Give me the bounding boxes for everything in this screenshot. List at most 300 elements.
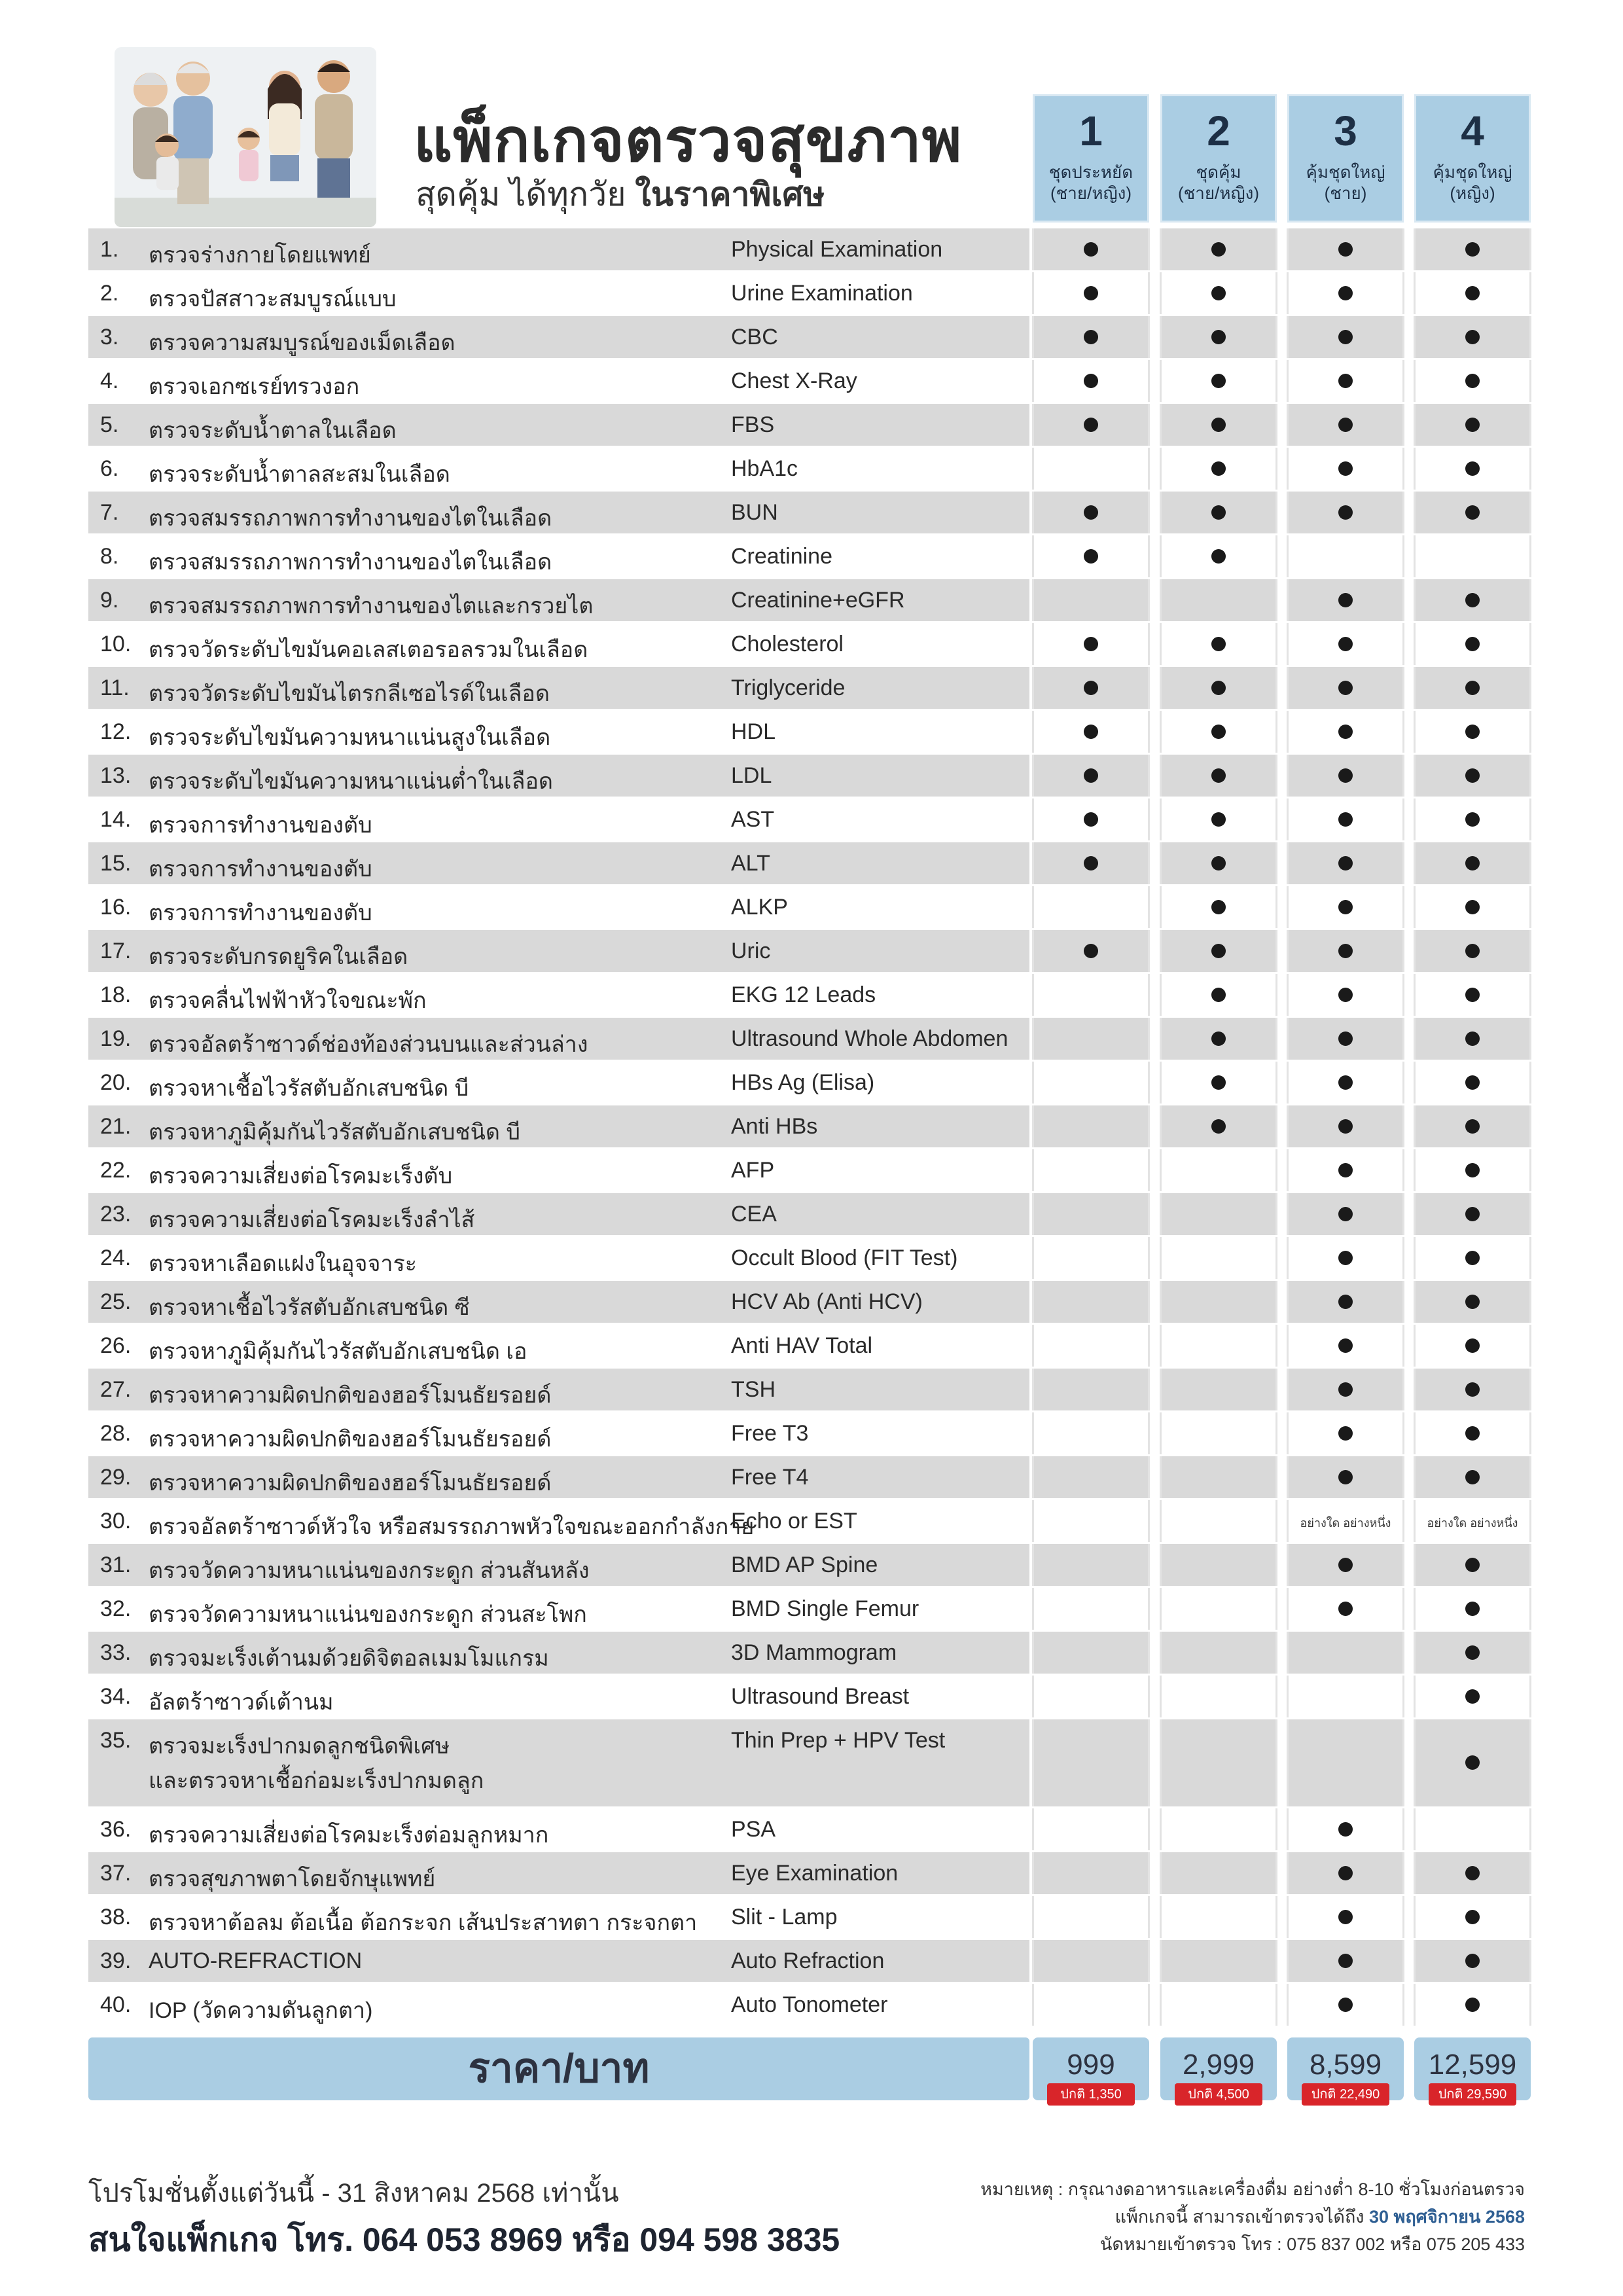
included-dot-icon [1338,461,1353,476]
package-1-cell [1032,228,1150,270]
test-number: 38. [100,1905,132,1929]
package-3-cell [1287,1940,1404,1982]
test-cell [88,974,1029,1016]
table-row [0,710,1623,754]
package-3-cell [1287,1852,1404,1894]
package-3-cell [1287,1412,1404,1454]
package-2-cell [1160,1852,1277,1894]
package-header-3 [1287,94,1404,223]
package-1-cell [1032,360,1150,402]
included-dot-icon [1465,1755,1480,1770]
included-dot-icon [1084,286,1098,300]
table-row [0,447,1623,491]
package-4-cell [1414,711,1531,753]
package-2-cell [1160,1193,1277,1235]
package-1-cell [1032,755,1150,797]
test-name-thai: ตรวจวัดความหนาแน่นของกระดูก ส่วนสันหลัง [149,1558,590,1583]
package-header-1 [1033,94,1149,223]
test-number: 21. [100,1114,132,1139]
test-cell [88,667,1029,709]
test-name-english: ALKP [731,895,788,920]
test-number: 28. [100,1421,132,1446]
package-4-cell [1414,492,1531,533]
package-3-cell [1287,1896,1404,1938]
included-dot-icon [1211,725,1226,739]
package-2-cell [1160,1984,1277,2026]
package-4-cell [1414,579,1531,621]
table-row [0,1368,1623,1412]
package-2-cell [1160,1808,1277,1850]
package-4-cell [1414,404,1531,446]
test-name-english: Cholesterol [731,632,844,656]
test-name-english: PSA [731,1817,776,1842]
included-dot-icon [1084,330,1098,344]
included-dot-icon [1084,768,1098,783]
package-4-cell [1414,1412,1531,1454]
package-4-cell [1414,1237,1531,1279]
included-dot-icon [1338,1119,1353,1134]
included-dot-icon [1338,1163,1353,1177]
package-4-cell [1414,1852,1531,1894]
package-number: 2 [1207,107,1230,154]
table-row [0,1808,1623,1852]
package-2-cell [1160,1896,1277,1938]
test-name-english: BUN [731,500,778,525]
test-name-thai: ตรวจวัดระดับไขมันไตรกลีเซอไรด์ในเลือด [149,681,550,706]
test-name-english: HBs Ag (Elisa) [731,1070,875,1095]
package-1-cell [1032,1544,1150,1586]
test-name-thai: ตรวจร่างกายโดยแพทย์ [149,243,371,268]
package-name-line1: คุ้มชุดใหญ่ [1433,162,1512,182]
test-name-english: Anti HAV Total [731,1333,873,1358]
package-4-cell [1414,535,1531,577]
package-1-cell [1032,1984,1150,2026]
test-name-thai: ตรวจหาความผิดปกติของฮอร์โมนธัยรอยด์ [149,1427,552,1452]
test-name-thai: ตรวจระดับน้ำตาลสะสมในเลือด [149,462,450,487]
test-number: 10. [100,632,132,656]
table-row [0,228,1623,272]
package-2-cell [1160,1632,1277,1674]
package-3-cell [1287,1500,1404,1542]
table-row [0,1017,1623,1061]
test-number: 19. [100,1026,132,1051]
table-row [0,403,1623,447]
table-row [0,1105,1623,1149]
test-number: 6. [100,456,119,481]
package-1-price: 999 [1033,2037,1149,2100]
package-2-cell [1160,1237,1277,1279]
included-dot-icon [1338,812,1353,827]
included-dot-icon [1465,1119,1480,1134]
table-row [0,1543,1623,1587]
included-dot-icon [1211,242,1226,257]
included-dot-icon [1338,374,1353,388]
included-dot-icon [1465,1163,1480,1177]
package-3-cell [1287,842,1404,884]
test-number: 11. [100,675,130,700]
package-2-cell [1160,1062,1277,1103]
included-dot-icon [1338,1910,1353,1924]
package-3-cell [1287,1808,1404,1850]
package-3-normal-price-badge: ปกติ 22,490 [1302,2083,1389,2106]
test-name-english: Physical Examination [731,237,943,262]
included-dot-icon [1338,1470,1353,1484]
package-1-cell [1032,1281,1150,1323]
included-dot-icon [1338,505,1353,520]
test-number: 13. [100,763,132,788]
test-number: 25. [100,1289,132,1314]
test-name-thai: ตรวจหาภูมิคุ้มกันไวรัสตับอักเสบชนิด บี [149,1120,520,1145]
table-row [0,1149,1623,1193]
table-row [0,798,1623,842]
test-number: 2. [100,281,119,306]
package-number: 4 [1461,107,1484,154]
test-name-english: Free T3 [731,1421,809,1446]
test-cell [88,1940,1029,1982]
package-1-cell [1032,711,1150,753]
included-dot-icon [1465,1338,1480,1353]
package-1-cell [1032,535,1150,577]
test-name-english: Echo or EST [731,1509,857,1534]
package-1-cell [1032,316,1150,358]
package-1-cell [1032,1412,1150,1454]
included-dot-icon [1211,374,1226,388]
family-photo [115,47,376,227]
package-4-cell [1414,1588,1531,1630]
package-3-cell [1287,1018,1404,1060]
package-3-cell [1287,1369,1404,1410]
included-dot-icon [1338,1382,1353,1397]
package-2-cell [1160,492,1277,533]
test-number: 37. [100,1861,132,1886]
test-number: 29. [100,1465,132,1490]
test-number: 7. [100,500,119,525]
test-name-thai: ตรวจสมรรถภาพการทำงานของไตในเลือด [149,550,552,575]
package-4-cell [1414,623,1531,665]
included-dot-icon [1084,418,1098,432]
package-1-cell [1032,1325,1150,1367]
test-cell [88,272,1029,314]
table-row [0,666,1623,710]
included-dot-icon [1211,330,1226,344]
test-cell [88,1325,1029,1367]
package-1-cell [1032,1808,1150,1850]
table-row [0,929,1623,973]
package-2-cell [1160,1149,1277,1191]
test-name-thai: ตรวจความสมบูรณ์ของเม็ดเลือด [149,331,455,355]
package-3-cell [1287,1588,1404,1630]
package-3-cell [1287,404,1404,446]
package-1-cell [1032,448,1150,490]
included-dot-icon [1465,1207,1480,1221]
test-cell [88,1456,1029,1498]
included-dot-icon [1465,637,1480,651]
included-dot-icon [1465,1426,1480,1441]
test-name-thai: ตรวจสมรรถภาพการทำงานของไตในเลือด [149,506,552,531]
included-dot-icon [1211,768,1226,783]
package-4-cell [1414,1062,1531,1103]
table-row [0,1324,1623,1368]
package-3-cell [1287,886,1404,928]
test-cell [88,1896,1029,1938]
test-name-thai: ตรวจการทำงานของตับ [149,813,372,838]
test-name-english: Triglyceride [731,675,846,700]
test-cell [88,404,1029,446]
package-1-cell [1032,492,1150,533]
package-1-cell [1032,842,1150,884]
test-number: 40. [100,1992,132,2017]
test-name-english: BMD Single Femur [731,1596,919,1621]
test-name-english: Uric [731,939,771,963]
table-row [0,1280,1623,1324]
test-name-english: Creatinine+eGFR [731,588,905,613]
test-name-thai: ตรวจความเสี่ยงต่อโรคมะเร็งลำไส้ [149,1208,475,1232]
test-cell [88,798,1029,840]
package-4-cell [1414,1676,1531,1717]
package-4-normal-price-badge: ปกติ 29,590 [1429,2083,1516,2106]
included-dot-icon [1338,286,1353,300]
package-2-price: 2,999 [1160,2037,1277,2100]
test-cell [88,492,1029,533]
package-4-cell [1414,1984,1531,2026]
package-3-cell [1287,535,1404,577]
included-dot-icon [1465,1866,1480,1880]
included-dot-icon [1084,374,1098,388]
test-name-english: Ultrasound Breast [731,1684,910,1709]
test-cell [88,886,1029,928]
package-1-cell [1032,1062,1150,1103]
table-row [0,1456,1623,1499]
package-name-line2: (ชาย/หญิง) [1050,183,1132,203]
test-name-english: Ultrasound Whole Abdomen [731,1026,1008,1051]
test-name-thai: ตรวจการทำงานของตับ [149,901,372,925]
package-2-cell [1160,404,1277,446]
package-name-line1: ชุดคุ้ม [1196,162,1241,182]
test-name-thai: ตรวจวัดระดับไขมันคอเลสเตอรอลรวมในเลือด [149,637,588,662]
package-4-cell [1414,1281,1531,1323]
package-3-cell [1287,316,1404,358]
test-number: 30. [100,1509,132,1534]
package-3-cell [1287,1719,1404,1806]
package-1-cell [1032,798,1150,840]
package-3-cell [1287,667,1404,709]
package-3-cell [1287,755,1404,797]
included-dot-icon [1465,1295,1480,1309]
package-2-cell [1160,1456,1277,1498]
package-header-4 [1414,94,1531,223]
test-cell [88,1852,1029,1894]
included-dot-icon [1465,461,1480,476]
package-2-cell [1160,1719,1277,1806]
included-dot-icon [1211,900,1226,914]
test-number: 23. [100,1202,132,1227]
included-dot-icon [1465,1382,1480,1397]
package-4-cell [1414,1018,1531,1060]
package-4-cell [1414,448,1531,490]
included-dot-icon [1465,856,1480,870]
test-name-english: Urine Examination [731,281,913,306]
test-number: 4. [100,368,119,393]
included-dot-icon [1211,681,1226,695]
package-3-cell [1287,272,1404,314]
included-dot-icon [1465,812,1480,827]
remark-valid-label: แพ็กเกจนี้ สามารถเข้าตรวจได้ถึง [1115,2207,1364,2227]
table-row [0,1631,1623,1675]
package-1-cell [1032,1896,1150,1938]
included-dot-icon [1465,725,1480,739]
either-one-note: อย่างใด อย่างหนึ่ง [1300,1516,1391,1530]
included-dot-icon [1338,1251,1353,1265]
package-4-cell [1414,1325,1531,1367]
package-3-price: 8,599 [1287,2037,1404,2100]
included-dot-icon [1338,725,1353,739]
package-4-cell [1414,930,1531,972]
test-name-thai: ตรวจมะเร็งปากมดลูกชนิดพิเศษ [149,1734,450,1759]
package-2-cell [1160,1105,1277,1147]
table-row [0,842,1623,886]
test-number: 16. [100,895,132,920]
package-2-cell [1160,1281,1277,1323]
package-1-normal-price-badge: ปกติ 1,350 [1047,2083,1135,2106]
package-4-cell [1414,667,1531,709]
package-2-cell [1160,755,1277,797]
test-name-english: Free T4 [731,1465,809,1490]
test-cell [88,228,1029,270]
package-1-cell [1032,1500,1150,1542]
included-dot-icon [1084,812,1098,827]
table-row [0,1587,1623,1631]
test-name-english: HDL [731,719,776,744]
package-3-cell [1287,1149,1404,1191]
package-2-cell [1160,930,1277,972]
package-3-cell [1287,930,1404,972]
package-2-cell [1160,1544,1277,1586]
subtitle-highlight: ในราคาพิเศษ [635,176,825,213]
package-3-cell [1287,448,1404,490]
test-name-english: BMD AP Spine [731,1552,878,1577]
test-cell [88,579,1029,621]
package-4-cell [1414,886,1531,928]
test-cell [88,1237,1029,1279]
table-row [0,1061,1623,1105]
package-2-cell [1160,1676,1277,1717]
package-1-cell [1032,1193,1150,1235]
package-4-cell [1414,974,1531,1016]
test-name-english: Anti HBs [731,1114,818,1139]
package-3-cell [1287,1062,1404,1103]
test-cell [88,1149,1029,1191]
test-name-thai: ตรวจอัลตร้าซาวด์ช่องท้องส่วนบนและส่วนล่าง [149,1032,588,1057]
test-name-english: Chest X-Ray [731,368,857,393]
test-name-thai: ตรวจระดับกรดยูริคในเลือด [149,944,408,969]
included-dot-icon [1465,1689,1480,1704]
test-name-english: AST [731,807,775,832]
test-cell [88,623,1029,665]
test-number: 12. [100,719,132,744]
included-dot-icon [1465,330,1480,344]
remark-valid-until [1115,2202,1525,2231]
included-dot-icon [1211,856,1226,870]
package-name-line2: (ชาย) [1324,183,1367,203]
test-name-thai: ตรวจหาเชื้อไวรัสตับอักเสบชนิด บี [149,1076,469,1101]
page-subtitle [416,169,825,221]
included-dot-icon [1465,900,1480,914]
test-cell [88,1193,1029,1235]
package-1-cell [1032,1456,1150,1498]
test-name-english: ALT [731,851,770,876]
package-1-cell [1032,667,1150,709]
included-dot-icon [1465,1910,1480,1924]
package-3-cell [1287,579,1404,621]
test-name-english: EKG 12 Leads [731,982,876,1007]
package-2-cell [1160,1588,1277,1630]
table-row [0,359,1623,403]
package-3-cell [1287,228,1404,270]
package-number: 3 [1334,107,1357,154]
package-2-cell [1160,1018,1277,1060]
test-number: 1. [100,237,119,262]
test-name-thai: ตรวจความเสี่ยงต่อโรคมะเร็งตับ [149,1164,453,1189]
test-name-thai-line2: และตรวจหาเชื้อก่อมะเร็งปากมดลูก [149,1768,484,1793]
test-name-thai: ตรวจอัลตร้าซาวด์หัวใจ หรือสมรรถภาพหัวใจขณะออกกำลังกาย [149,1515,755,1539]
test-number: 36. [100,1817,132,1842]
package-4-cell [1414,1896,1531,1938]
package-1-cell [1032,1149,1150,1191]
test-name-thai: ตรวจมะเร็งเต้านมด้วยดิจิตอลเมมโมแกรม [149,1646,549,1671]
included-dot-icon [1338,1602,1353,1616]
test-cell [88,1719,1029,1806]
test-cell [88,1018,1029,1060]
test-cell [88,448,1029,490]
included-dot-icon [1211,637,1226,651]
package-4-cell [1414,360,1531,402]
table-row [0,754,1623,798]
test-number: 9. [100,588,119,613]
table-row [0,622,1623,666]
table-row [0,1719,1623,1808]
remark-fasting: หมายเหตุ : กรุณางดอาหารและเครื่องดื่ม อย่างต่ำ 8-10 ชั่วโมงก่อนตรวจ [980,2179,1525,2199]
included-dot-icon [1465,593,1480,607]
included-dot-icon [1465,286,1480,300]
subtitle-lead: สุดคุ้ม ได้ทุกวัย [416,176,626,213]
test-name-thai: ตรวจหาภูมิคุ้มกันไวรัสตับอักเสบชนิด เอ [149,1339,527,1364]
included-dot-icon [1338,1031,1353,1046]
included-dot-icon [1211,812,1226,827]
package-1-cell [1032,1237,1150,1279]
package-1-cell [1032,1852,1150,1894]
package-2-cell [1160,1369,1277,1410]
included-dot-icon [1465,1251,1480,1265]
test-name-english: AFP [731,1158,775,1183]
test-name-english: Auto Tonometer [731,1992,888,2017]
table-row [0,491,1623,535]
table-row [0,973,1623,1017]
package-1-cell [1032,1940,1150,1982]
test-name-english: 3D Mammogram [731,1640,897,1665]
package-1-cell [1032,974,1150,1016]
test-name-english: CEA [731,1202,777,1227]
test-name-thai: ตรวจการทำงานของตับ [149,857,372,882]
package-4-cell [1414,798,1531,840]
test-name-english: CBC [731,325,778,350]
test-cell [88,842,1029,884]
included-dot-icon [1338,418,1353,432]
included-dot-icon [1465,681,1480,695]
package-3-cell [1287,1281,1404,1323]
table-row [0,1983,1623,2027]
included-dot-icon [1084,725,1098,739]
included-dot-icon [1338,593,1353,607]
